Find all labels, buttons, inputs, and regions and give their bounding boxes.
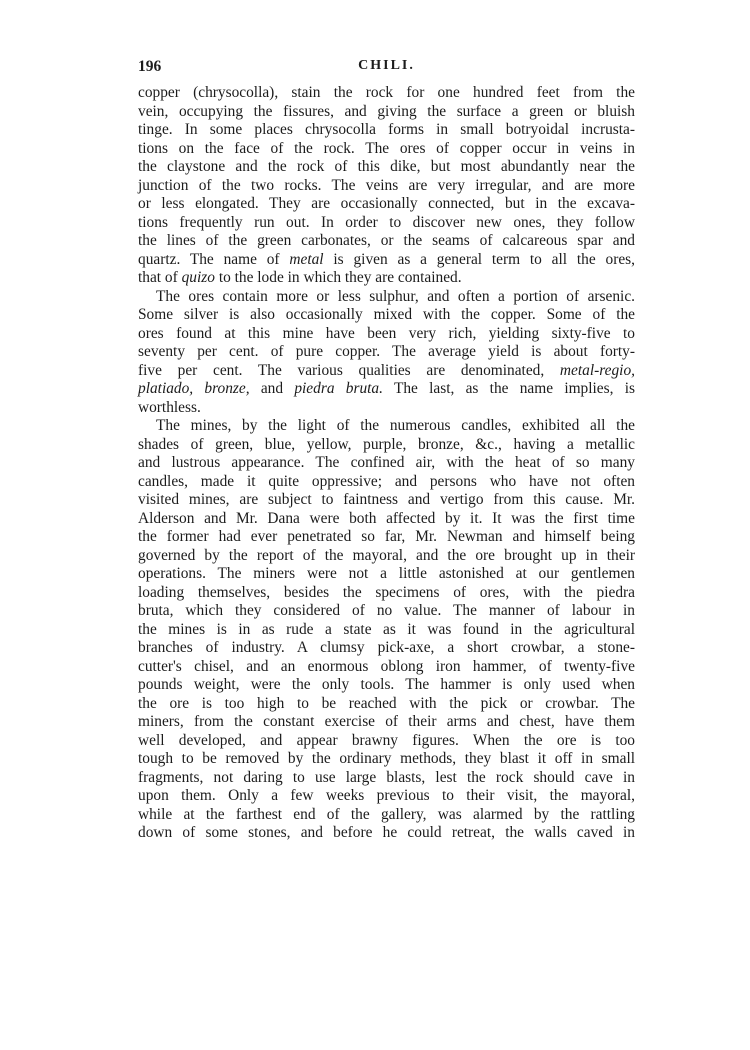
- text-line: the claystone and the rock of this dike, but most abundantly near the: [138, 158, 635, 175]
- text-line: the mines is in as rude a state as it was found in the agricultural: [138, 620, 635, 638]
- text-line: governed by the report of the mayoral, and the ore brought up in their: [138, 546, 635, 564]
- text-line: bruta, which they considered of no value. The manner of labour in: [138, 602, 635, 619]
- text-line: platiado, bronze, and piedra bruta. The last, as the name implies, is: [138, 380, 635, 397]
- text-line: junction of the two rocks. The veins are very irregular, and are more: [138, 176, 635, 194]
- text-line: visited mines, are subject to faintness and vertigo from this cause. Mr.: [138, 491, 635, 508]
- text-line: pounds weight, were the only tools. The hammer is only used when: [138, 676, 635, 693]
- text-line: worthless.: [138, 398, 201, 416]
- text-line: and lustrous appearance. The confined air, with the heat of so many: [138, 454, 635, 471]
- text-line: ores found at this mine have been very rich, yielding sixty-five to: [138, 324, 635, 342]
- text-line: well developed, and appear brawny figures. When the ore is too: [138, 731, 635, 749]
- text-line: cutter's chisel, and an enormous oblong iron hammer, of twenty-five: [138, 657, 635, 675]
- text-line: five per cent. The various qualities are denominated, metal-regio,: [138, 361, 635, 379]
- text-line: tions frequently run out. In order to discover new ones, they follow: [138, 213, 635, 231]
- text-line: Alderson and Mr. Dana were both affected by it. It was the first time: [138, 509, 635, 527]
- text-line: down of some stones, and before he could retreat, the walls caved in: [138, 824, 635, 841]
- text-line: or less elongated. They are occasionally connected, but in the excava-: [138, 195, 635, 212]
- paragraph: [138, 288, 635, 418]
- text-line: the lines of the green carbonates, or the seams of calcareous spar and: [138, 232, 635, 249]
- paragraph: [138, 417, 635, 843]
- text-line: tions on the face of the rock. The ores of copper occur in veins in: [138, 139, 635, 157]
- text-line: quartz. The name of metal is given as a general term to all the ores,: [138, 250, 635, 268]
- running-head: [138, 58, 635, 84]
- text-line: Some silver is also occasionally mixed with the copper. Some of the: [138, 306, 635, 323]
- text-line: loading themselves, besides the specimens of ores, with the piedra: [138, 583, 635, 601]
- text-line: the former had ever penetrated so far, Mr. Newman and himself being: [138, 528, 635, 545]
- text-line: branches of industry. A clumsy pick-axe, a short crowbar, a stone-: [138, 639, 635, 656]
- body-text: [138, 84, 635, 843]
- text-line: tough to be removed by the ordinary methods, they blast it off in small: [138, 750, 635, 767]
- paragraph: [138, 84, 635, 288]
- text-line: shades of green, blue, yellow, purple, bronze, &c., having a metallic: [138, 435, 635, 453]
- text-line: The mines, by the light of the numerous candles, exhibited all the: [156, 417, 635, 434]
- text-line: miners, from the constant exercise of their arms and chest, have them: [138, 713, 635, 730]
- text-line: while at the farthest end of the gallery, was alarmed by the rattling: [138, 805, 635, 823]
- text-line: upon them. Only a few weeks previous to their visit, the mayoral,: [138, 787, 635, 804]
- text-line: fragments, not daring to use large blasts, lest the rock should cave in: [138, 768, 635, 786]
- text-line: copper (chrysocolla), stain the rock for one hundred feet from the: [138, 84, 635, 101]
- text-line: the ore is too high to be reached with the pick or crowbar. The: [138, 694, 635, 712]
- text-line: candles, made it quite oppressive; and persons who have not often: [138, 472, 635, 490]
- text-line: seventy per cent. of pure copper. The average yield is about forty-: [138, 343, 635, 360]
- text-line: tinge. In some places chrysocolla forms in small botryoidal incrusta-: [138, 121, 635, 138]
- text-line: that of quizo to the lode in which they are contained.: [138, 269, 462, 286]
- book-page: [138, 58, 635, 843]
- page-number: 196: [138, 58, 162, 75]
- text-line: operations. The miners were not a little astonished at our gentlemen: [138, 565, 635, 582]
- text-line: vein, occupying the fissures, and giving the surface a green or bluish: [138, 102, 635, 120]
- text-line: The ores contain more or less sulphur, and often a portion of arsenic.: [156, 287, 635, 305]
- running-title: CHILI.: [358, 58, 415, 73]
